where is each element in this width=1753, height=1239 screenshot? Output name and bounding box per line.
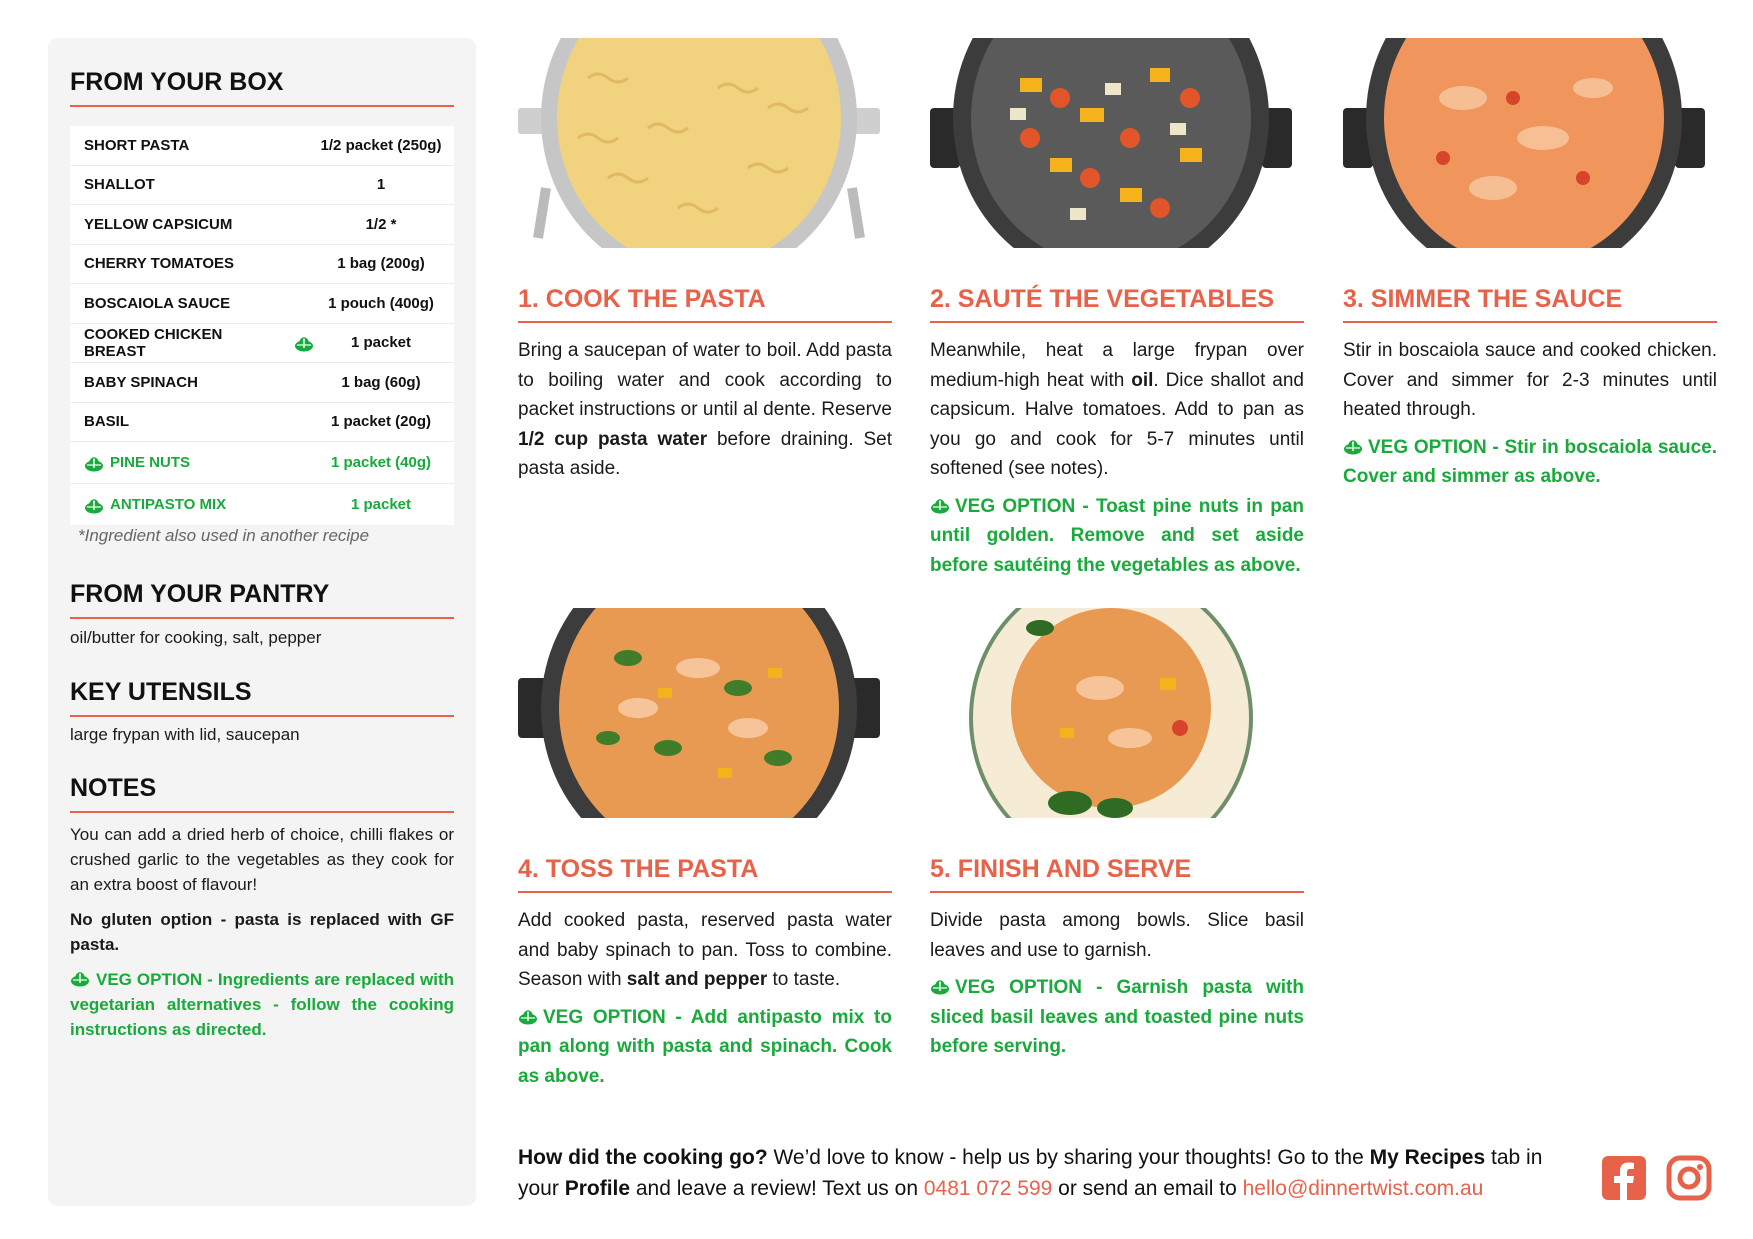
step-4-photo xyxy=(518,608,880,818)
from-your-box-title: FROM YOUR BOX xyxy=(70,68,454,107)
notes-veg-option xyxy=(70,967,454,1042)
veg-text: VEG OPTION - Stir in boscaiola sauce. Cover and simmer as above. xyxy=(1343,436,1717,487)
phone-link[interactable]: 0481 072 599 xyxy=(923,1177,1053,1200)
step-3-title: 3. SIMMER THE SAUCE xyxy=(1343,285,1717,323)
ingredients-table xyxy=(70,126,454,525)
ingredient-footnote: *Ingredient also used in another recipe xyxy=(78,526,370,545)
ingredient-name xyxy=(70,496,314,514)
ingredient-name: CHERRY TOMATOES xyxy=(84,255,235,273)
ingredient-qty: 1 bag (60g) xyxy=(341,373,421,391)
step-text: Bring a saucepan of water to boil. Add pasta to boiling water and cook according to packet instructions or until al dente. Reserve xyxy=(518,340,892,420)
step-text: Add cooked pasta, reserved pasta water and baby spinach to pan. Toss to combine. Season with xyxy=(518,910,892,990)
ingredient-qty: 1 packet xyxy=(350,496,412,513)
step-3-text: Stir in boscaiola sauce and cooked chicken. Cover and simmer for 2-3 minutes until heated through. xyxy=(1343,340,1717,420)
step-1-text xyxy=(518,336,892,484)
step-5 xyxy=(930,608,1304,1068)
ingredient-name: YELLOW CAPSICUM xyxy=(84,215,233,233)
step-3-photo xyxy=(1343,38,1705,248)
footer-text: or send an email to xyxy=(1052,1177,1243,1200)
ingredient-name: SHALLOT xyxy=(84,176,155,194)
step-2-title: 2. SAUTÉ THE VEGETABLES xyxy=(930,285,1304,323)
step-3-body xyxy=(1343,336,1717,500)
leaf-icon xyxy=(518,1007,538,1025)
notes-veg-text: VEG OPTION - Ingredients are replaced with vegetarian alternatives - follow the cooking instructions as directed. xyxy=(70,970,454,1039)
email-link[interactable]: hello@dinnertwist.com.au xyxy=(1242,1177,1484,1200)
step-2-text xyxy=(930,336,1304,484)
step-5-veg-option xyxy=(930,973,1304,1062)
notes-gluten-option: No gluten option - pasta is replaced with GF pasta. xyxy=(70,910,454,954)
table-row xyxy=(70,484,454,525)
step-3 xyxy=(1343,38,1717,558)
step-4-title: 4. TOSS THE PASTA xyxy=(518,855,892,893)
from-your-pantry-title: FROM YOUR PANTRY xyxy=(70,580,454,619)
table-row xyxy=(70,205,454,245)
notes-tip: You can add a dried herb of choice, chilli flakes or crushed garlic to the vegetables as they cook for an extra boost of flavour! xyxy=(70,825,454,894)
ingredient-qty: 1 pouch (400g) xyxy=(328,294,434,312)
ingredient-qty: 1 bag (200g) xyxy=(337,255,425,273)
step-text: Meanwhile, heat a large frypan over medium-high heat with xyxy=(930,340,1304,391)
ingredient-name-text: ANTIPASTO MIX xyxy=(110,496,227,513)
ingredient-name xyxy=(70,326,314,360)
notes-title: NOTES xyxy=(70,774,454,813)
step-5-photo xyxy=(930,608,1292,818)
step-bold: 1/2 cup pasta water xyxy=(518,428,708,450)
ingredient-name: BOSCAIOLA SAUCE xyxy=(84,294,231,312)
step-5-body xyxy=(930,906,1304,1070)
feedback-question: How did the cooking go? xyxy=(518,1146,768,1169)
step-2-photo xyxy=(930,38,1292,248)
ingredient-name xyxy=(70,454,314,472)
ingredient-qty: 1/2 packet (250g) xyxy=(320,136,442,154)
instagram-icon[interactable] xyxy=(1666,1155,1712,1201)
step-4-text xyxy=(518,906,892,995)
table-row xyxy=(70,324,454,364)
step-bold: oil xyxy=(1131,369,1154,391)
leaf-icon xyxy=(930,496,950,514)
step-4 xyxy=(518,608,892,1108)
table-row xyxy=(70,166,454,206)
ingredient-qty: 1 packet (20g) xyxy=(330,413,432,431)
step-5-text: Divide pasta among bowls. Slice basil leaves and use to garnish. xyxy=(930,910,1304,961)
leaf-icon xyxy=(1343,437,1363,455)
feedback-footer xyxy=(518,1142,1578,1204)
step-5-title: 5. FINISH AND SERVE xyxy=(930,855,1304,893)
profile-label: Profile xyxy=(564,1177,631,1200)
ingredient-name-text: PINE NUTS xyxy=(110,454,191,471)
step-text: to taste. xyxy=(767,969,841,990)
leaf-icon xyxy=(70,969,90,987)
ingredient-name: SHORT PASTA xyxy=(84,136,190,154)
step-4-body xyxy=(518,906,892,1099)
table-row xyxy=(70,442,454,484)
ingredient-qty: 1 xyxy=(376,176,386,194)
utensils-text: large frypan with lid, saucepan xyxy=(70,725,300,744)
leaf-icon xyxy=(294,334,314,352)
ingredient-qty: 1 packet xyxy=(350,334,412,352)
notes-body xyxy=(70,822,454,1052)
leaf-icon xyxy=(84,496,104,514)
step-text: . Dice shallot and capsicum. Halve tomatoes. Add to pan as you go and cook for 5-7 minutes until softened (see notes). xyxy=(930,369,1304,479)
table-row xyxy=(70,245,454,285)
step-2 xyxy=(930,38,1304,598)
ingredient-name: BABY SPINACH xyxy=(84,373,198,391)
table-row xyxy=(70,363,454,403)
ingredients-sidebar xyxy=(48,38,476,1206)
step-1-photo xyxy=(518,38,880,248)
ingredient-name-text: COOKED CHICKEN BREAST xyxy=(84,325,223,360)
veg-text: VEG OPTION - Toast pine nuts in pan until golden. Remove and set aside before sautéing the vegetables as above. xyxy=(930,495,1304,576)
step-3-veg-option xyxy=(1343,433,1717,492)
footer-text: We’d love to know - help us by sharing your thoughts! Go to the xyxy=(767,1146,1370,1169)
facebook-icon[interactable] xyxy=(1601,1155,1647,1201)
my-recipes-label: My Recipes xyxy=(1369,1146,1486,1169)
step-1 xyxy=(518,38,892,558)
key-utensils-title: KEY UTENSILS xyxy=(70,678,454,717)
leaf-icon xyxy=(84,454,104,472)
step-bold: salt and pepper xyxy=(626,969,768,990)
table-row xyxy=(70,126,454,166)
footer-text: and leave a review! Text us on xyxy=(630,1177,924,1200)
footer-text: tab in your xyxy=(518,1146,1543,1200)
ingredient-name: BASIL xyxy=(84,413,129,431)
table-row xyxy=(70,403,454,443)
ingredient-qty: 1/2 * xyxy=(365,215,397,233)
veg-text: VEG OPTION - Garnish pasta with sliced basil leaves and toasted pine nuts before serving. xyxy=(930,977,1304,1057)
step-text: before draining. Set pasta aside. xyxy=(518,428,892,479)
table-row xyxy=(70,284,454,324)
veg-text: VEG OPTION - Add antipasto mix to pan along with pasta and spinach. Cook as above. xyxy=(518,1006,892,1087)
step-4-veg-option xyxy=(518,1003,892,1092)
step-2-body xyxy=(930,336,1304,588)
step-1-body xyxy=(518,336,892,492)
step-1-title: 1. COOK THE PASTA xyxy=(518,285,892,323)
leaf-icon xyxy=(930,977,950,995)
pantry-text: oil/butter for cooking, salt, pepper xyxy=(70,628,322,647)
ingredient-qty: 1 packet (40g) xyxy=(330,454,432,471)
step-2-veg-option xyxy=(930,492,1304,581)
